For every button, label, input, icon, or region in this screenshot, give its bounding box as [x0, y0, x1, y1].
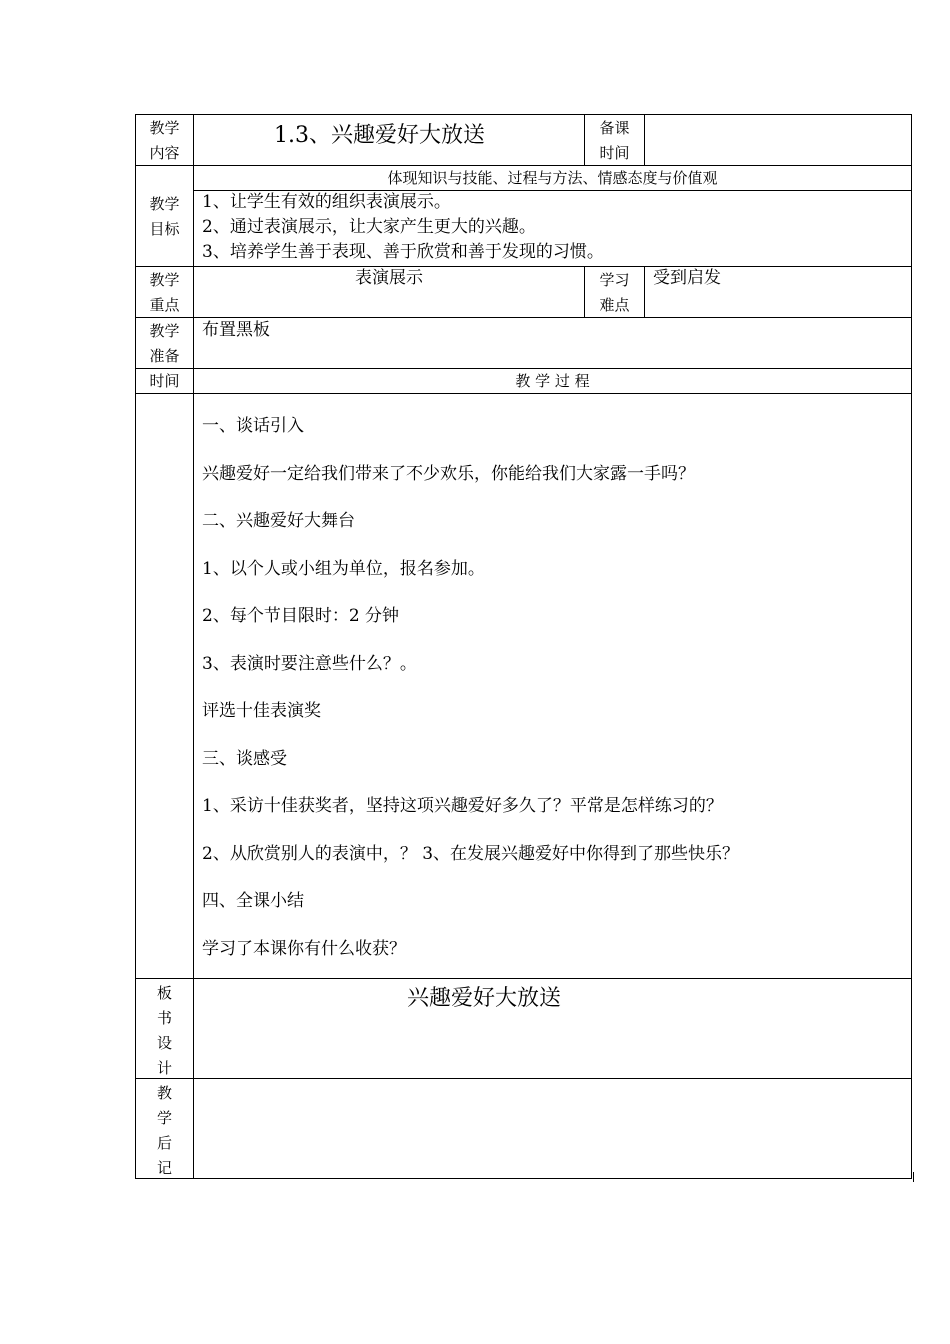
rule-mid-b-row4 — [644, 266, 645, 318]
goal-header: 体现知识与技能、过程与方法、情感态度与价值观 — [387, 169, 718, 187]
rule-after-prepare — [135, 368, 912, 369]
process-line-6: 3、表演时要注意些什么？。 — [202, 654, 417, 674]
rule-top — [135, 114, 912, 115]
goal-label: 教学 目标 — [149, 195, 180, 238]
rule-after-board — [135, 1078, 912, 1079]
rule-right-tail — [913, 1172, 914, 1182]
process-header: 教 学 过 程 — [515, 372, 590, 390]
rule-mid-b-row1 — [644, 114, 645, 166]
rule-goal-header — [193, 190, 912, 191]
process-line-4: 1、以个人或小组为单位，报名参加。 — [202, 559, 485, 579]
lesson-title: 1.3、兴趣爱好大放送 — [274, 123, 485, 148]
content-label: 教学 内容 — [149, 119, 180, 162]
goal-line-2: 2、通过表演展示，让大家产生更大的兴趣。 — [202, 217, 536, 237]
prepare-label: 教学 准备 — [149, 322, 180, 365]
rule-after-time-header — [135, 393, 912, 394]
rule-bottom — [135, 1178, 912, 1179]
process-line-7: 评选十佳表演奖 — [202, 701, 321, 721]
rule-after-process — [135, 978, 912, 979]
prep-time-label: 备课 时间 — [599, 119, 630, 162]
rule-after-key — [135, 317, 912, 318]
key-label: 教学 重点 — [149, 271, 180, 314]
board-design-text: 兴趣爱好大放送 — [406, 986, 561, 1011]
rule-after-content — [135, 165, 912, 166]
time-label: 时间 — [149, 372, 180, 390]
difficulty-value: 受到启发 — [653, 268, 721, 288]
process-line-10: 2、从欣赏别人的表演中，？ 3、在发展兴趣爱好中你得到了那些快乐？ — [202, 844, 740, 864]
reflection-label: 教 学 后 记 — [156, 1084, 172, 1177]
process-line-12: 学习了本课你有什么收获？ — [202, 939, 406, 959]
rule-after-goals — [135, 266, 912, 267]
process-line-8: 三、谈感受 — [202, 749, 287, 769]
goal-line-3: 3、培养学生善于表现、善于欣赏和善于发现的习惯。 — [202, 242, 604, 262]
key-point-value: 表演展示 — [355, 268, 423, 288]
process-line-5: 2、每个节目限时：2 分钟 — [202, 606, 400, 626]
process-line-3: 二、兴趣爱好大舞台 — [202, 511, 355, 531]
process-line-1: 一、谈话引入 — [202, 416, 304, 436]
board-design-label: 板 书 设 计 — [156, 984, 172, 1077]
process-line-2: 兴趣爱好一定给我们带来了不少欢乐，你能给我们大家露一手吗？ — [202, 464, 695, 484]
process-line-9: 1、采访十佳获奖者，坚持这项兴趣爱好多久了？平常是怎样练习的？ — [202, 796, 723, 816]
process-line-11: 四、全课小结 — [202, 891, 304, 911]
goal-line-1: 1、让学生有效的组织表演展示。 — [202, 192, 451, 212]
preparation-value: 布置黑板 — [202, 320, 270, 340]
rule-right — [911, 114, 912, 1179]
difficulty-label: 学习 难点 — [599, 271, 630, 314]
